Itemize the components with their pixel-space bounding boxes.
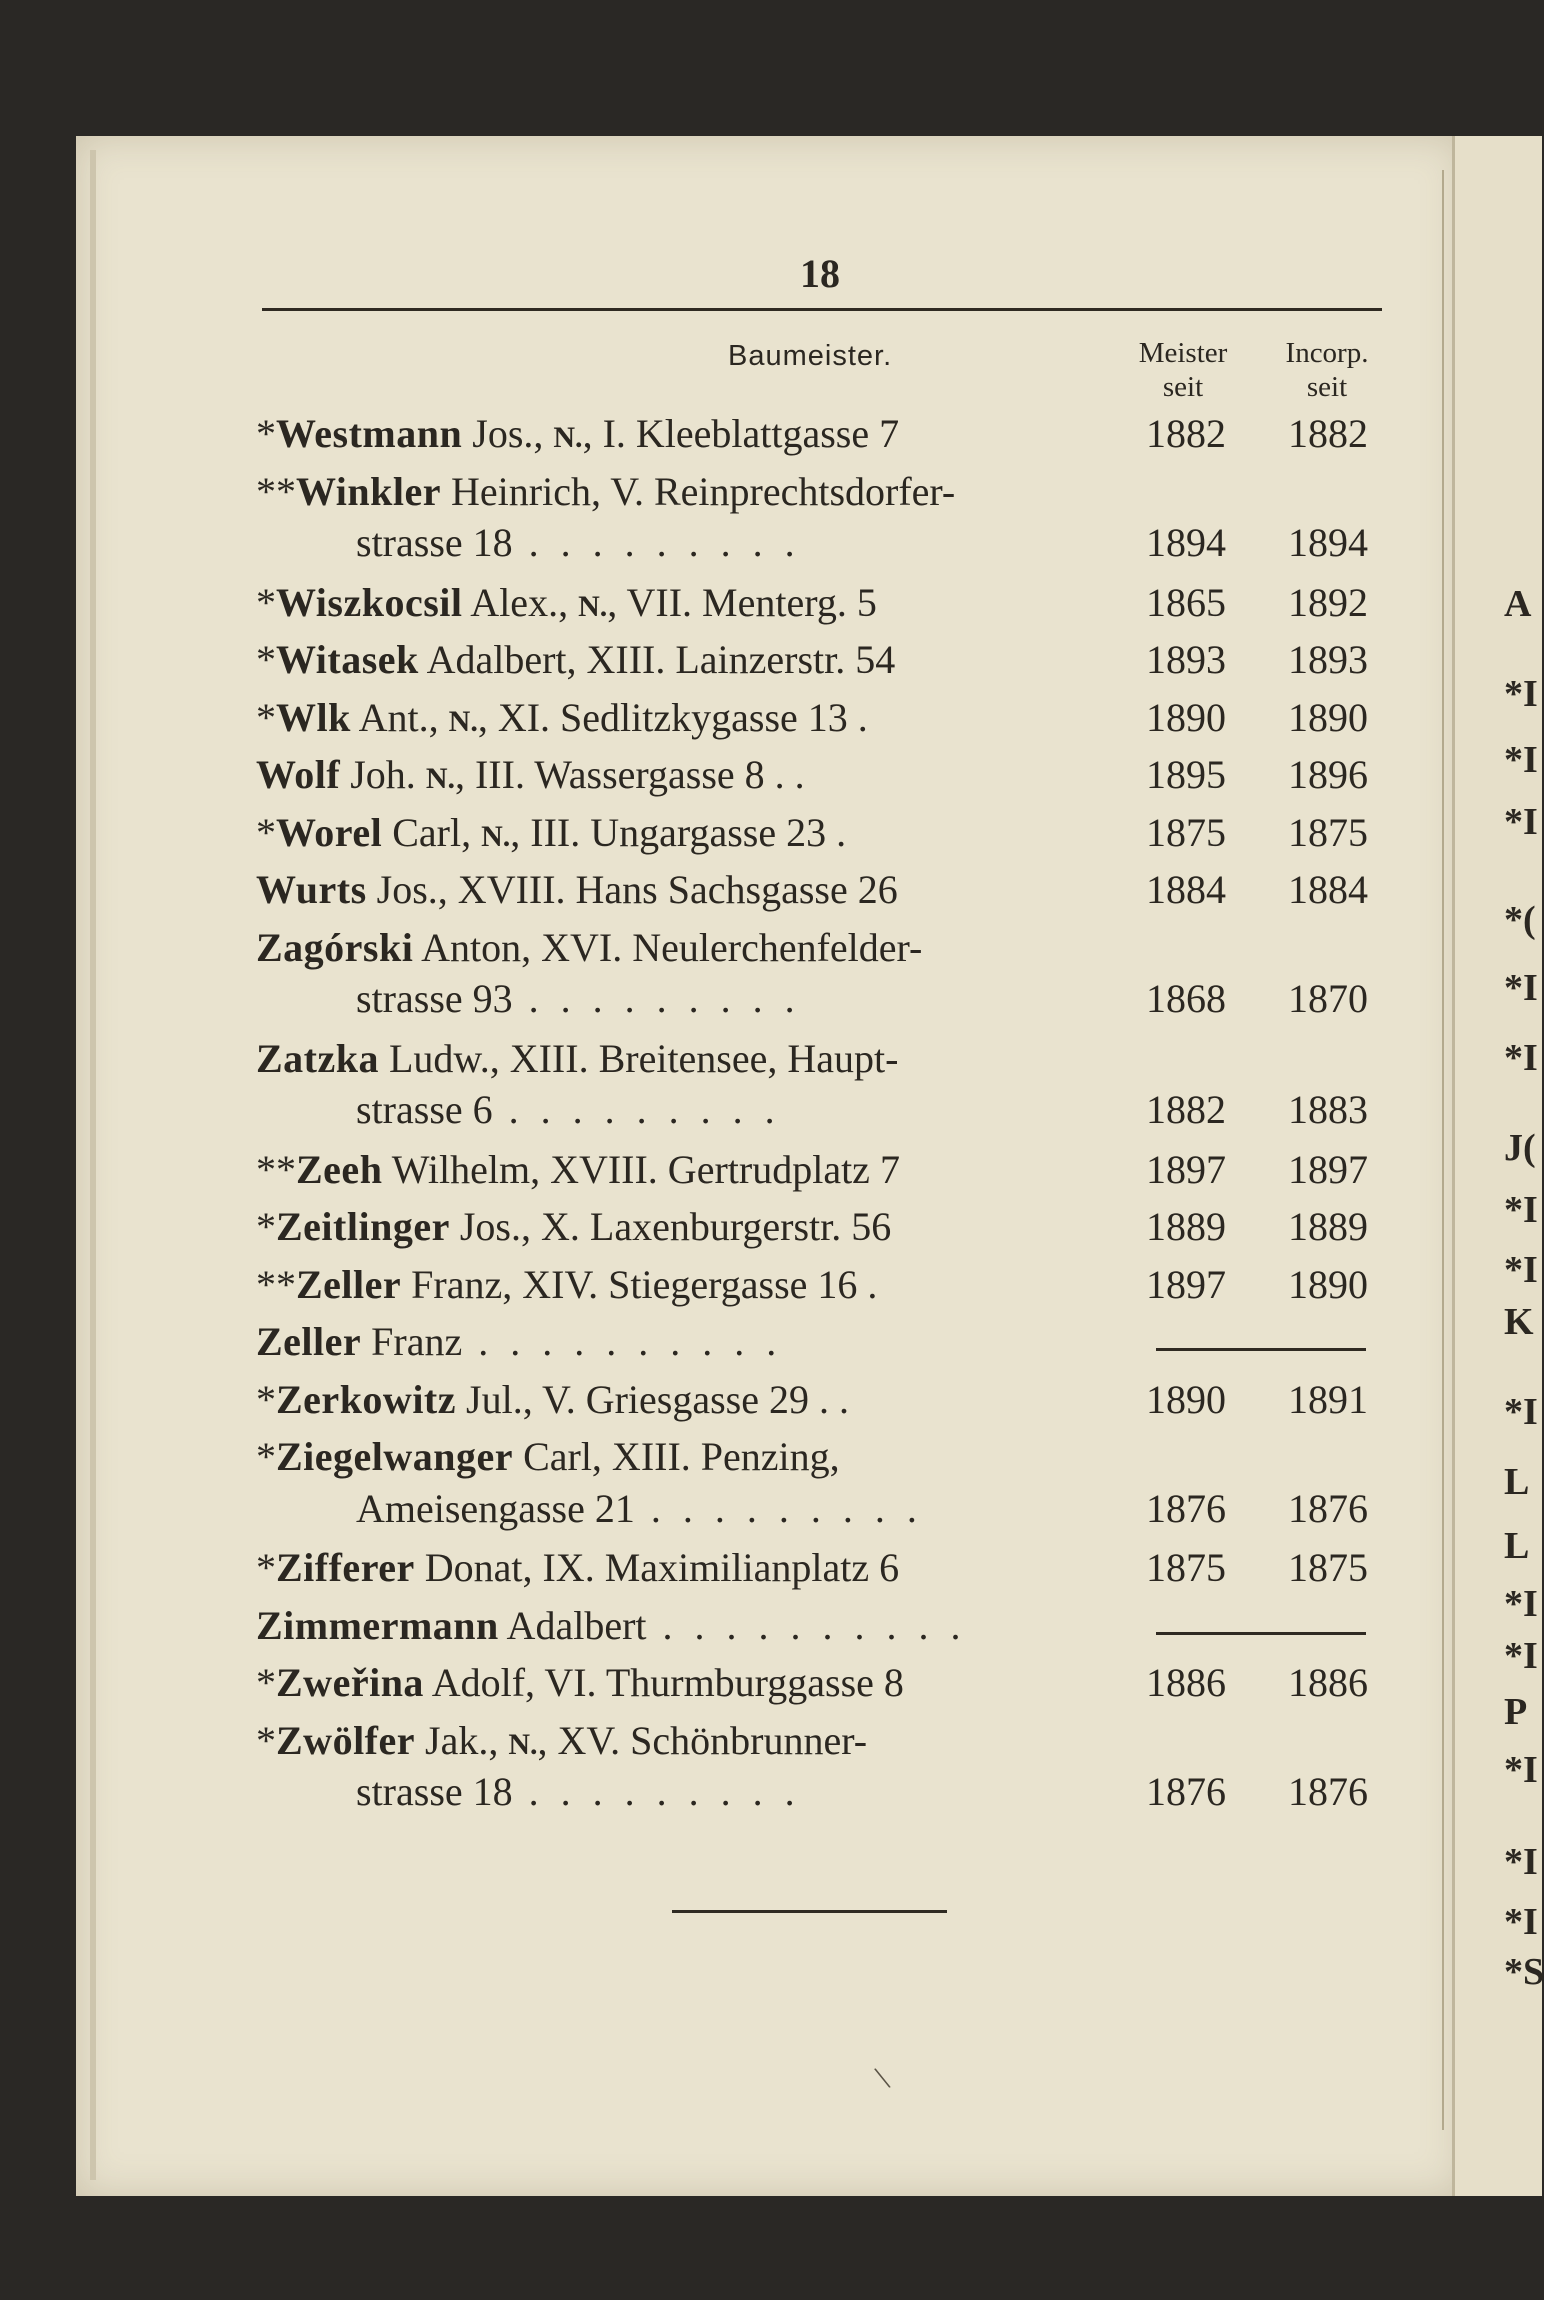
entry-line (256, 1203, 1386, 1259)
meister-year: 1886 (1146, 1660, 1226, 1705)
column-header-incorp-line1: Incorp. (1285, 337, 1369, 369)
incorp-year: 1876 (1288, 1769, 1368, 1814)
member-asterisk: * (256, 1660, 276, 1705)
adjacent-page-edge-text (1500, 0, 1544, 2300)
entry-name: Zifferer (276, 1545, 415, 1590)
entry-continuation-line (256, 1768, 1386, 1824)
entry-detail: , III. Ungargasse 23 . (510, 809, 847, 855)
entry-detail: , XV. Schönbrunner- (537, 1717, 868, 1763)
entry-line (256, 1035, 1386, 1091)
incorp-year: 1883 (1288, 1087, 1368, 1132)
meister-year: 1890 (1146, 1376, 1226, 1422)
entry-continuation (356, 1086, 781, 1133)
edge-letter: *I (1504, 1391, 1538, 1433)
incorp-year: 1896 (1288, 752, 1368, 797)
entry-continuation-line (256, 1086, 1386, 1142)
entry-name: Westmann (276, 411, 463, 456)
edge-letter: L (1504, 1461, 1530, 1503)
section-heading: Baumeister. (728, 340, 893, 372)
member-asterisk: * (256, 809, 276, 855)
member-asterisk: ** (256, 1146, 296, 1192)
entry-detail: Franz (361, 1319, 463, 1364)
entry-text (256, 1717, 867, 1764)
entry-detail: , III. Wassergasse 8 . . (454, 752, 805, 797)
entry-name: Zeeh (296, 1146, 383, 1192)
entry-mark: N. (448, 704, 478, 738)
entry-detail: Wilhelm, XVIII. Gertrudplatz 7 (382, 1146, 900, 1192)
entry-continuation-text: strasse 93 (356, 976, 513, 1021)
member-asterisk: * (256, 1434, 276, 1479)
entry-name: Wolf (256, 752, 341, 797)
entry-detail: Ant., (350, 694, 449, 740)
entry-text (256, 1602, 967, 1649)
member-asterisk: ** (256, 468, 296, 514)
entry-mark: N. (508, 1727, 538, 1761)
entry-name: Wlk (276, 694, 351, 740)
entry-line (256, 1146, 1386, 1202)
entry-name: Zimmermann (256, 1602, 499, 1648)
entry-name: Ziegelwanger (276, 1434, 514, 1479)
incorp-year: 1875 (1288, 1545, 1368, 1590)
entry-line (256, 1376, 1386, 1432)
entry-text (256, 410, 899, 457)
incorp-year: 1894 (1288, 520, 1368, 565)
entry-detail: Jos., XVIII. Hans Sachsgasse 26 (366, 867, 898, 912)
entry-line (256, 694, 1386, 750)
entry-continuation (356, 1768, 801, 1815)
meister-year: 1889 (1146, 1204, 1226, 1249)
entry-name: Zatzka (256, 1035, 379, 1081)
entry-continuation-text: Ameisengasse 21 (356, 1485, 635, 1531)
leader-dots: . . . . . . . . . (634, 1485, 923, 1531)
entry-name: Zwölfer (276, 1717, 416, 1763)
incorp-year: 1890 (1288, 1261, 1368, 1307)
entry-detail: Adalbert (498, 1602, 647, 1648)
entry-detail: Jak., (415, 1717, 509, 1763)
entry-text (256, 1544, 899, 1591)
column-header-meister-line2: seit (1162, 371, 1204, 403)
entry-detail: Carl, (382, 809, 482, 855)
entry-detail: Donat, IX. Maximilianplatz 6 (414, 1545, 900, 1590)
entry-text (256, 924, 922, 971)
edge-letter: *( (1504, 899, 1536, 941)
entry-text (256, 866, 898, 913)
incorp-year: 1884 (1288, 867, 1368, 912)
entry-text (256, 1318, 782, 1365)
entry-line (256, 468, 1386, 524)
meister-year: 1865 (1146, 579, 1226, 625)
edge-letter: A (1504, 583, 1532, 625)
leader-dots: . . . . . . . . . (492, 1087, 781, 1132)
entry-name: Zweřina (276, 1660, 424, 1705)
entry-detail: Franz, XIV. Stiegergasse 16 . (401, 1261, 878, 1307)
entry-line (256, 1659, 1386, 1715)
entry-detail: Ludw., XIII. Breitensee, Haupt- (379, 1035, 899, 1081)
meister-year: 1894 (1146, 520, 1226, 565)
entry-detail: , I. Kleeblattgasse 7 (582, 411, 900, 456)
member-asterisk: * (256, 1545, 276, 1590)
entry-text (256, 1376, 849, 1423)
meister-year: 1876 (1146, 1769, 1226, 1814)
leader-dots: . . . . . . . . . (512, 520, 801, 565)
leader-dots: . . . . . . . . . . (646, 1602, 967, 1648)
leader-dots: . . . . . . . . . (512, 976, 801, 1021)
entry-detail: Adolf, VI. Thurmburggasse 8 (423, 1660, 904, 1705)
edge-letter: L (1504, 1525, 1530, 1567)
entry-name: Zeitlinger (276, 1204, 450, 1249)
entry-name: Worel (276, 809, 383, 855)
no-date-dash (1156, 1632, 1366, 1635)
incorp-year: 1875 (1288, 809, 1368, 855)
entry-detail: Carl, XIII. Penzing, (513, 1434, 840, 1479)
edge-letter: *I (1504, 1037, 1538, 1079)
entry-continuation-line (256, 1485, 1386, 1541)
entry-mark: N. (578, 589, 608, 623)
entry-line (256, 636, 1386, 692)
entry-detail: Jos., (462, 411, 554, 456)
entry-text (256, 468, 955, 515)
page-number: 18 (800, 251, 840, 296)
entry-text (256, 1035, 898, 1082)
entry-line (256, 924, 1386, 980)
entry-name: Wurts (256, 867, 367, 912)
entry-name: Winkler (296, 468, 442, 514)
entry-detail: Joh. (340, 752, 426, 797)
column-header-incorp-line2: seit (1306, 371, 1348, 403)
entry-line (256, 1318, 1386, 1374)
entry-detail: Jos., X. Laxenburgerstr. 56 (449, 1204, 892, 1249)
entry-continuation-line (256, 975, 1386, 1031)
meister-year: 1875 (1146, 809, 1226, 855)
meister-year: 1875 (1146, 1545, 1226, 1590)
member-asterisk: * (256, 1204, 276, 1249)
entry-mark: N. (481, 819, 511, 853)
entry-line (256, 1717, 1386, 1773)
member-asterisk: * (256, 637, 276, 682)
edge-letter: *I (1504, 801, 1538, 843)
edge-letter: *I (1504, 1189, 1538, 1231)
edge-letter: *I (1504, 1901, 1538, 1943)
edge-letter: K (1504, 1301, 1534, 1343)
entry-line (256, 579, 1386, 635)
entry-name: Wiszkocsil (276, 579, 463, 625)
incorp-year: 1889 (1288, 1204, 1368, 1249)
entry-text (256, 579, 877, 626)
entry-detail: Jul., V. Griesgasse 29 . . (456, 1376, 849, 1422)
edge-letter: *I (1504, 673, 1538, 715)
entry-continuation (356, 1485, 923, 1532)
entry-name: Zagórski (256, 924, 414, 970)
entry-line (256, 410, 1386, 466)
member-asterisk: * (256, 694, 276, 740)
entry-continuation (356, 975, 801, 1022)
entry-name: Witasek (276, 637, 419, 682)
incorp-year: 1893 (1288, 637, 1368, 682)
member-asterisk: * (256, 579, 276, 625)
meister-year: 1897 (1146, 1146, 1226, 1192)
entry-detail: Alex., (462, 579, 579, 625)
entry-line (256, 866, 1386, 922)
entry-name: Zeller (296, 1261, 402, 1307)
entry-continuation-text: strasse 6 (356, 1087, 493, 1132)
entry-text (256, 1203, 891, 1250)
entry-continuation-text: strasse 18 (356, 520, 513, 565)
edge-letter: J( (1504, 1127, 1536, 1169)
entry-continuation (356, 519, 801, 566)
edge-letter: *S (1504, 1951, 1544, 1993)
incorp-year: 1892 (1288, 579, 1368, 625)
meister-year: 1893 (1146, 637, 1226, 682)
leader-dots: . . . . . . . . . . (462, 1319, 783, 1364)
leader-dots: . . . . . . . . . (512, 1769, 801, 1814)
entry-line (256, 1261, 1386, 1317)
entry-text (256, 1261, 877, 1308)
entry-mark: N. (425, 762, 455, 795)
edge-letter: *I (1504, 1583, 1538, 1625)
entry-line (256, 1433, 1386, 1489)
member-asterisk: * (256, 411, 276, 456)
entry-detail: , XI. Sedlitzkygasse 13 . (477, 694, 868, 740)
incorp-year: 1897 (1288, 1146, 1368, 1192)
incorp-year: 1891 (1288, 1376, 1368, 1422)
meister-year: 1882 (1146, 1087, 1226, 1132)
entry-text (256, 636, 895, 683)
edge-letter: *I (1504, 1249, 1538, 1291)
edge-letter: *I (1504, 1749, 1538, 1791)
entry-name: Zeller (256, 1319, 362, 1364)
entry-continuation-line (256, 519, 1386, 575)
end-rule (672, 1910, 947, 1913)
incorp-year: 1876 (1288, 1485, 1368, 1531)
entry-mark: N. (553, 421, 583, 454)
entry-name: Zerkowitz (276, 1376, 457, 1422)
meister-year: 1882 (1146, 411, 1226, 456)
entry-text (256, 1659, 904, 1706)
entry-line (256, 1544, 1386, 1600)
edge-letter: *I (1504, 739, 1538, 781)
meister-year: 1876 (1146, 1485, 1226, 1531)
entry-detail: Anton, XVI. Neulerchenfelder- (413, 924, 923, 970)
edge-letter: *I (1504, 1841, 1538, 1883)
meister-year: 1890 (1146, 694, 1226, 740)
incorp-year: 1886 (1288, 1660, 1368, 1705)
no-date-dash (1156, 1348, 1366, 1351)
entry-detail: , VII. Menterg. 5 (607, 579, 877, 625)
entry-detail: Heinrich, V. Reinprechtsdorfer- (441, 468, 956, 514)
entry-text (256, 1146, 900, 1193)
entry-line (256, 809, 1386, 865)
entry-continuation-text: strasse 18 (356, 1769, 513, 1814)
entry-text (256, 694, 868, 741)
meister-year: 1897 (1146, 1261, 1226, 1307)
column-header-meister-line1: Meister (1138, 337, 1228, 369)
entry-text (256, 1433, 840, 1480)
meister-year: 1868 (1146, 976, 1226, 1021)
entry-line (256, 751, 1386, 807)
stray-mark: \ (871, 2059, 894, 2098)
incorp-year: 1890 (1288, 694, 1368, 740)
entry-line (256, 1602, 1386, 1658)
meister-year: 1895 (1146, 752, 1226, 797)
member-asterisk: * (256, 1717, 276, 1763)
edge-letter: P (1504, 1691, 1528, 1733)
member-asterisk: * (256, 1376, 276, 1422)
edge-letter: *I (1504, 967, 1538, 1009)
incorp-year: 1870 (1288, 976, 1368, 1021)
entry-detail: Adalbert, XIII. Lainzerstr. 54 (418, 637, 896, 682)
meister-year: 1884 (1146, 867, 1226, 912)
entry-text (256, 751, 805, 798)
incorp-year: 1882 (1288, 411, 1368, 456)
entry-text (256, 809, 846, 856)
edge-letter: *I (1504, 1635, 1538, 1677)
member-asterisk: ** (256, 1261, 296, 1307)
